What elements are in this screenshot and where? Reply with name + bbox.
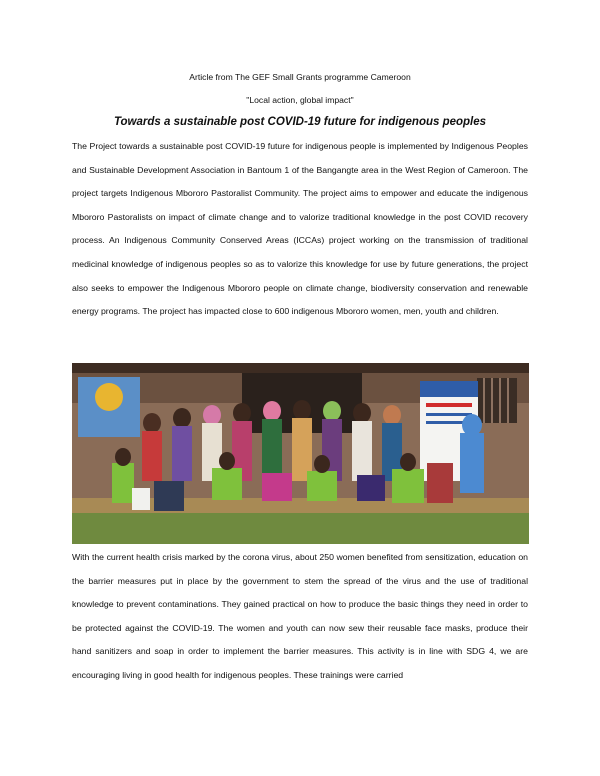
health-crisis-paragraph: With the current health crisis marked by the corona virus, about 250 women benefited from sensitization, education on the barrier measures put in place by the government to stem the spread of the virus and the use of traditional knowledge to prevent contaminations. They gained practical on how to produce the basic things they need in order to be protected against the COVID-19. The women and youth can now sew their reusable face masks, produce their hand sanitizers and soap in order to implement the barrier measures. This activity is in line with SDG 4, we are encouraging living in good health for indigenous peoples. These trainings were carried (72, 552, 528, 680)
article-title: Towards a sustainable post COVID-19 future for indigenous peoples (113, 116, 487, 128)
article-source-line: Article from The GEF Small Grants programme Cameroon (189, 72, 411, 82)
intro-paragraph: The Project towards a sustainable post COVID-19 future for indigenous people is implemented by Indigenous Peoples and Sustainable Development Association in Bantoum 1 of the Bangangte area in the West Region of Cameroon. The project targets Indigenous Mbororo Pastoralist Community. The project aims to empower and educate the indigenous Mbororo Pastoralists on impact of climate change and to valorize traditional knowledge in the post COVID recovery process. An Indigenous Community Conserved Areas (ICCAs) project working on the transmission of traditional medicinal knowledge of indigenous peoples so as to valorize this knowledge for use by future generations, the project also seeks to empower the Indigenous Mbororo people on climate change, biodiversity conservation and renewable energy programs. The project has impacted close to 600 indigenous Mbororo women, men, youth and children. (72, 141, 528, 317)
group-photo (72, 363, 529, 544)
group-photo-illustration (72, 363, 529, 544)
article-slogan-line: "Local action, global impact" (246, 95, 354, 105)
